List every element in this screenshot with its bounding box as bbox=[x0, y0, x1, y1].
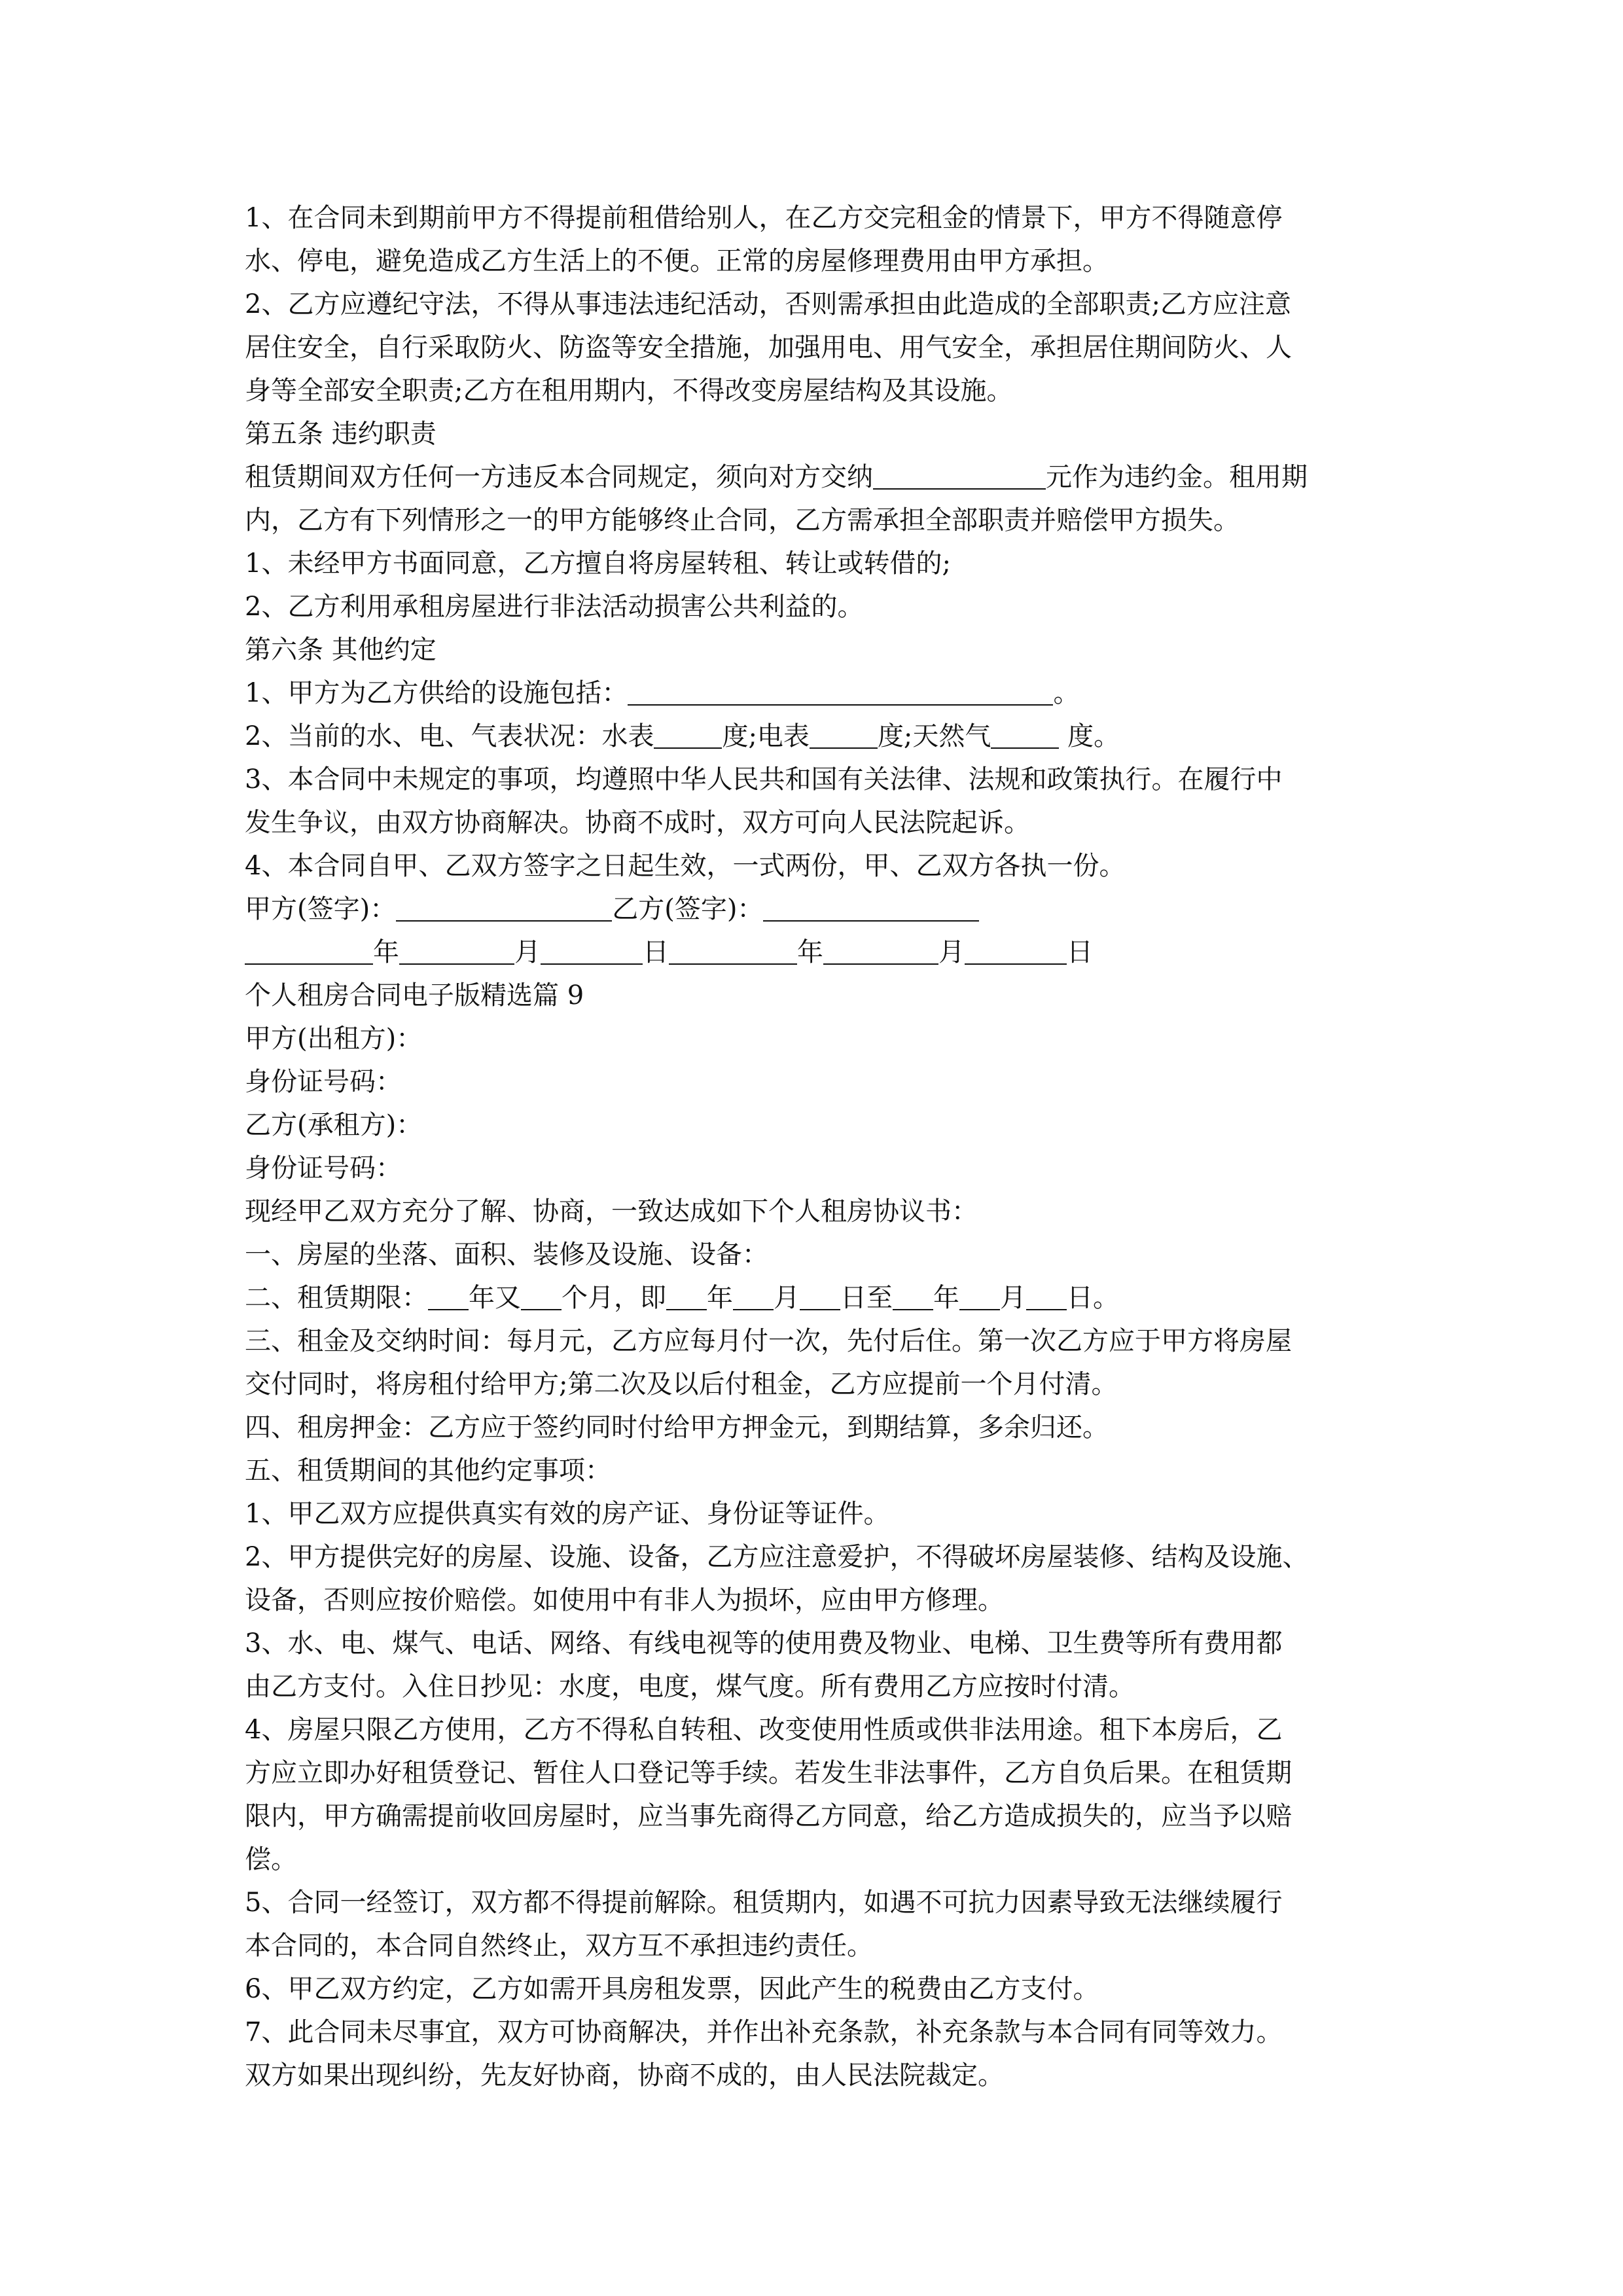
blank-field bbox=[823, 937, 938, 965]
blank-field bbox=[873, 462, 1046, 490]
paragraph-line: 偿。 bbox=[245, 1844, 297, 1874]
paragraph-line: 身等全部安全职责;乙方在租用期内，不得改变房屋结构及其设施。 bbox=[245, 376, 1013, 406]
date-day-label: 日 bbox=[1067, 937, 1093, 967]
contract-page bbox=[245, 196, 1404, 2097]
paragraph-line: 1、未经甲方书面同意，乙方擅自将房屋转租、转让或转借的; bbox=[245, 548, 951, 579]
paragraph-line: 四、租房押金：乙方应于签约同时付给甲方押金元，到期结算，多余归还。 bbox=[245, 1412, 1109, 1443]
paragraph-line: 4、房屋只限乙方使用，乙方不得私自转租、改变使用性质或供非法用途。租下本房后，乙 bbox=[245, 1715, 1283, 1745]
text-fragment: 度;电表 bbox=[722, 721, 810, 751]
blank-field bbox=[666, 1283, 707, 1310]
paragraph-line bbox=[245, 456, 1404, 499]
text-fragment: 年 bbox=[933, 1283, 959, 1313]
text-fragment: 个月，即 bbox=[562, 1283, 666, 1313]
article-heading: 第六条 其他约定 bbox=[245, 635, 437, 665]
paragraph-line: 3、本合同中未规定的事项，均遵照中华人民共和国有关法律、法规和政策执行。在履行中 bbox=[245, 764, 1283, 795]
blank-field bbox=[521, 1283, 562, 1310]
paragraph-line: 身份证号码： bbox=[245, 1153, 402, 1183]
paragraph-line: 乙方(承租方)： bbox=[245, 1110, 423, 1140]
date-year-label: 年 bbox=[373, 937, 399, 967]
date-day-label: 日 bbox=[643, 937, 669, 967]
paragraph-line: 设备，否则应按价赔偿。如使用中有非人为损坏，应由甲方修理。 bbox=[245, 1585, 1004, 1615]
paragraph-line: 1、甲乙双方应提供真实有效的房产证、身份证等证件。 bbox=[245, 1499, 890, 1529]
text-fragment: 元作为违约金。租用期 bbox=[1046, 462, 1308, 492]
blank-field bbox=[428, 1283, 469, 1310]
blank-field bbox=[245, 937, 373, 965]
paragraph-line bbox=[245, 715, 1404, 758]
article-heading: 第五条 违约职责 bbox=[245, 419, 437, 449]
blank-field bbox=[763, 894, 979, 922]
text-fragment: 度;天然气 bbox=[877, 721, 991, 751]
paragraph-line: 4、本合同自甲、乙双方签字之日起生效，一式两份，甲、乙双方各执一份。 bbox=[245, 851, 1126, 881]
blank-field bbox=[628, 678, 1053, 706]
date-year-label: 年 bbox=[797, 937, 823, 967]
paragraph-line: 交付同时，将房租付给甲方;第二次及以后付租金，乙方应提前一个月付清。 bbox=[245, 1369, 1118, 1399]
paragraph-line: 6、甲乙双方约定，乙方如需开具房租发票，因此产生的税费由乙方支付。 bbox=[245, 1974, 1099, 2004]
paragraph-line: 内，乙方有下列情形之一的甲方能够终止合同，乙方需承担全部职责并赔偿甲方损失。 bbox=[245, 505, 1240, 535]
paragraph-line: 2、乙方利用承租房屋进行非法活动损害公共利益的。 bbox=[245, 592, 864, 622]
paragraph-line: 水、停电，避免造成乙方生活上的不便。正常的房屋修理费用由甲方承担。 bbox=[245, 246, 1109, 276]
paragraph-line: 身份证号码： bbox=[245, 1067, 402, 1097]
blank-field bbox=[965, 937, 1067, 965]
paragraph-line: 现经甲乙双方充分了解、协商，一致达成如下个人租房协议书： bbox=[245, 1196, 978, 1227]
blank-field bbox=[810, 721, 878, 749]
text-fragment: 日至 bbox=[840, 1283, 893, 1313]
paragraph-line: 本合同的，本合同自然终止，双方互不承担违约责任。 bbox=[245, 1931, 873, 1961]
date-month-label: 月 bbox=[938, 937, 965, 967]
paragraph-line: 限内，甲方确需提前收回房屋时，应当事先商得乙方同意，给乙方造成损失的，应当予以赔 bbox=[245, 1801, 1292, 1831]
blank-field bbox=[959, 1283, 1000, 1310]
signature-line bbox=[245, 888, 1404, 931]
paragraph-line: 2、乙方应遵纪守法，不得从事违法违纪活动，否则需承担由此造成的全部职责;乙方应注意 bbox=[245, 289, 1291, 319]
paragraph-line: 双方如果出现纠纷，先友好协商，协商不成的，由人民法院裁定。 bbox=[245, 2060, 1004, 2090]
text-fragment: 月 bbox=[774, 1283, 800, 1313]
section-title: 个人租房合同电子版精选篇 9 bbox=[245, 980, 584, 1011]
blank-field bbox=[1026, 1283, 1067, 1310]
date-line bbox=[245, 931, 1404, 974]
blank-field bbox=[669, 937, 797, 965]
paragraph-line: 三、租金及交纳时间：每月元，乙方应每月付一次，先付后住。第一次乙方应于甲方将房屋 bbox=[245, 1326, 1292, 1356]
text-fragment: 。 bbox=[1053, 678, 1080, 708]
paragraph-line: 甲方(出租方)： bbox=[245, 1024, 423, 1054]
paragraph-line: 五、租赁期间的其他约定事项： bbox=[245, 1456, 611, 1486]
blank-field bbox=[893, 1283, 933, 1310]
party-b-signature-label: 乙方(签字)： bbox=[612, 894, 764, 924]
paragraph-line: 2、甲方提供完好的房屋、设施、设备，乙方应注意爱护，不得破坏房屋装修、结构及设施、 bbox=[245, 1542, 1309, 1572]
text-fragment: 度。 bbox=[1059, 721, 1120, 751]
party-a-signature-label: 甲方(签字)： bbox=[245, 894, 397, 924]
blank-field bbox=[396, 894, 612, 922]
paragraph-line: 居住安全，自行采取防火、防盗等安全措施，加强用电、用气安全，承担居住期间防火、人 bbox=[245, 332, 1292, 363]
paragraph-line: 5、合同一经签订，双方都不得提前解除。租赁期内，如遇不可抗力因素导致无法继续履行 bbox=[245, 1888, 1283, 1918]
text-fragment: 租赁期间双方任何一方违反本合同规定，须向对方交纳 bbox=[245, 462, 873, 492]
paragraph-line: 3、水、电、煤气、电话、网络、有线电视等的使用费及物业、电梯、卫生费等所有费用都 bbox=[245, 1628, 1283, 1659]
text-fragment: 二、租赁期限： bbox=[245, 1283, 428, 1313]
paragraph-line: 1、在合同未到期前甲方不得提前租借给别人，在乙方交完租金的情景下，甲方不得随意停 bbox=[245, 203, 1283, 233]
paragraph-line bbox=[245, 672, 1404, 715]
paragraph-line: 发生争议，由双方协商解决。协商不成时，双方可向人民法院起诉。 bbox=[245, 808, 1030, 838]
text-fragment: 月 bbox=[1000, 1283, 1026, 1313]
date-month-label: 月 bbox=[514, 937, 541, 967]
blank-field bbox=[541, 937, 643, 965]
text-fragment: 年又 bbox=[469, 1283, 521, 1313]
paragraph-line: 方应立即办好租赁登记、暂住人口登记等手续。若发生非法事件，乙方自负后果。在租赁期 bbox=[245, 1758, 1292, 1788]
text-fragment: 年 bbox=[707, 1283, 733, 1313]
blank-field bbox=[991, 721, 1059, 749]
paragraph-line: 由乙方支付。入住日抄见：水度，电度，煤气度。所有费用乙方应按时付清。 bbox=[245, 1672, 1135, 1702]
blank-field bbox=[800, 1283, 840, 1310]
paragraph-line: 7、此合同未尽事宜，双方可协商解决，并作出补充条款，补充条款与本合同有同等效力。 bbox=[245, 2017, 1283, 2047]
paragraph-line: 一、房屋的坐落、面积、装修及设施、设备： bbox=[245, 1240, 768, 1270]
text-fragment: 日。 bbox=[1067, 1283, 1119, 1313]
text-fragment: 1、甲方为乙方供给的设施包括： bbox=[245, 678, 628, 708]
blank-field bbox=[399, 937, 514, 965]
lease-term-line bbox=[245, 1276, 1404, 1319]
blank-field bbox=[654, 721, 722, 749]
blank-field bbox=[733, 1283, 774, 1310]
text-fragment: 2、当前的水、电、气表状况：水表 bbox=[245, 721, 654, 751]
